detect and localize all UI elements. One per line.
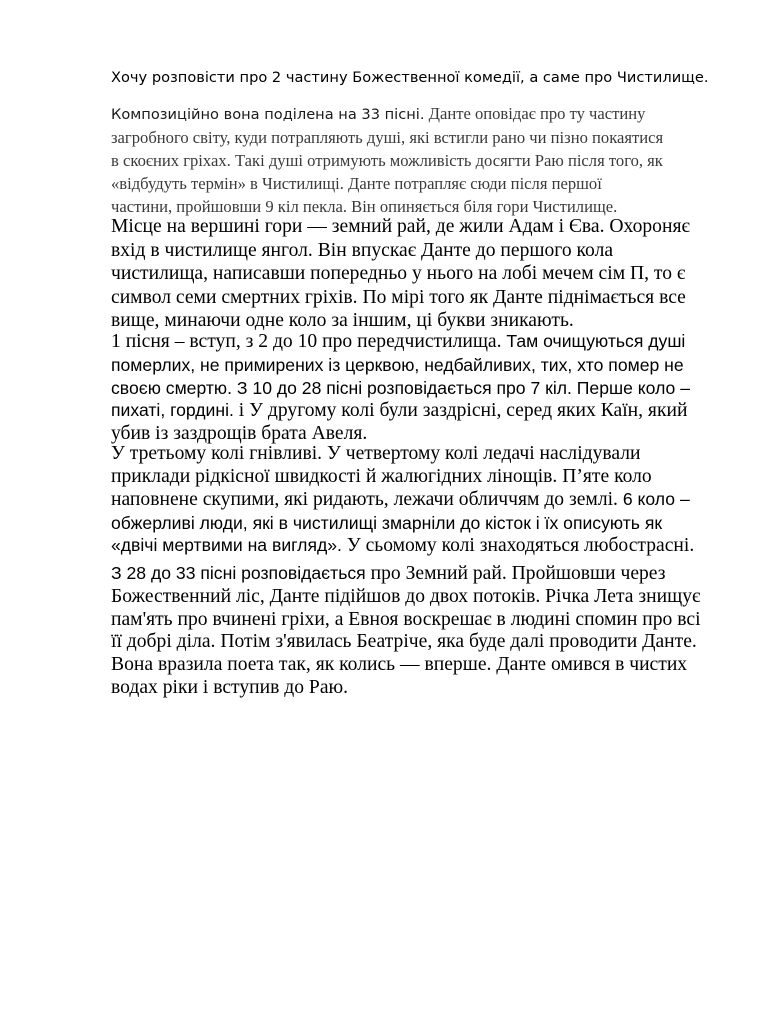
text-line: убив із заздрощів брата Авеля. xyxy=(111,423,368,445)
text-run: пихаті, гордині. xyxy=(111,400,234,421)
text-line: Хочу розповісти про 2 частину Божественної комедії, а саме про Чистилище. xyxy=(111,69,709,86)
text-line: Вона вразила поета так, як колись — вперше. Данте омився в чистих xyxy=(111,654,688,676)
text-line: загробного світу, куди потрапляють душі, які встигли рано чи пізно покаятися xyxy=(111,128,664,147)
text-line: померлих, не примирених із церквою, недбайливих, тих, хто помер не xyxy=(111,354,684,375)
text-run: У сьомому колі знаходяться любострасні. xyxy=(341,535,695,557)
text-run: Там очищуються душі xyxy=(501,331,686,351)
text-line xyxy=(111,399,690,423)
text-run: 6 коло – xyxy=(617,489,690,510)
text-run: і У другому колі були заздрісні, серед яких Каїн, який xyxy=(233,400,688,422)
text-line: Місце на вершині гори — земний рай, де жили Адам і Єва. Охороняє xyxy=(111,216,690,237)
text-line: її добрі діла. Потім з'явилась Беатріче, яка буде далі проводити Данте. xyxy=(111,631,697,653)
text-run: про Земний рай. Пройшовши через xyxy=(365,563,666,584)
text-run: наповнене скупими, які ридають, лежачи обличчям до землі. xyxy=(111,489,618,511)
text-run: «двічі мертвими на вигляд». xyxy=(111,535,342,556)
text-run: 1 пісня – вступ, з 2 до 10 про передчистилища. xyxy=(111,331,502,352)
text-line: приклади рідкісної швидкості й жалюгідних лінощів. П’яте коло xyxy=(111,465,652,487)
text-run: З 28 до 33 пісні розповідається xyxy=(111,563,366,583)
text-line: символ семи смертних гріхів. По мірі того як Данте піднімається все xyxy=(111,286,686,308)
text-line: «відбудуть термін» в Чистилищі. Данте потрапляє сюди після першої xyxy=(111,174,602,193)
text-line xyxy=(111,102,663,126)
paragraph-summit xyxy=(111,215,690,333)
text-line: обжерливі люди, які в чистилищі змарніли до кісток і їх описують як xyxy=(111,512,663,533)
text-line xyxy=(111,488,694,512)
text-line xyxy=(111,562,701,586)
paragraph-earthly-paradise xyxy=(111,562,701,700)
paragraph-composition xyxy=(111,102,663,218)
text-line: своєю смертю. З 10 до 28 пісні розповідається про 7 кіл. Перше коло – xyxy=(111,377,691,398)
text-line xyxy=(111,330,690,354)
paragraph-cantos-1 xyxy=(111,330,690,446)
text-line: чистилища, написавши попередньо у нього на лобі мечем сім П, то є xyxy=(111,263,686,285)
text-run: Композиційно вона поділена на 33 пісні. xyxy=(111,106,425,123)
text-line: водах ріки і вступив до Раю. xyxy=(111,676,349,698)
text-run: Данте оповідає про ту частину xyxy=(424,104,646,123)
paragraph-intro xyxy=(111,68,709,88)
text-line: У третьому колі гнівливі. У четвертому колі ледачі наслідували xyxy=(111,443,641,464)
text-line: в скоєних гріхах. Такі душі отримують можливість досягти Раю після того, як xyxy=(111,151,663,170)
text-line xyxy=(111,534,694,558)
text-line: частини, пройшовши 9 кіл пекла. Він опиняється біля гори Чистилище. xyxy=(111,197,618,216)
paragraph-circles xyxy=(111,443,694,558)
text-line: Божественний ліс, Данте підійшов до двох потоків. Річка Лета знищує xyxy=(111,585,701,607)
text-line: вище, минаючи одне коло за іншим, ці букви зникають. xyxy=(111,310,574,332)
text-line: пам'ять про вчинені гріхи, а Евноя воскрешає в людині спомин про всі xyxy=(111,608,701,630)
text-line: вхід в чистилище янгол. Він впускає Данте до першого кола xyxy=(111,239,614,261)
